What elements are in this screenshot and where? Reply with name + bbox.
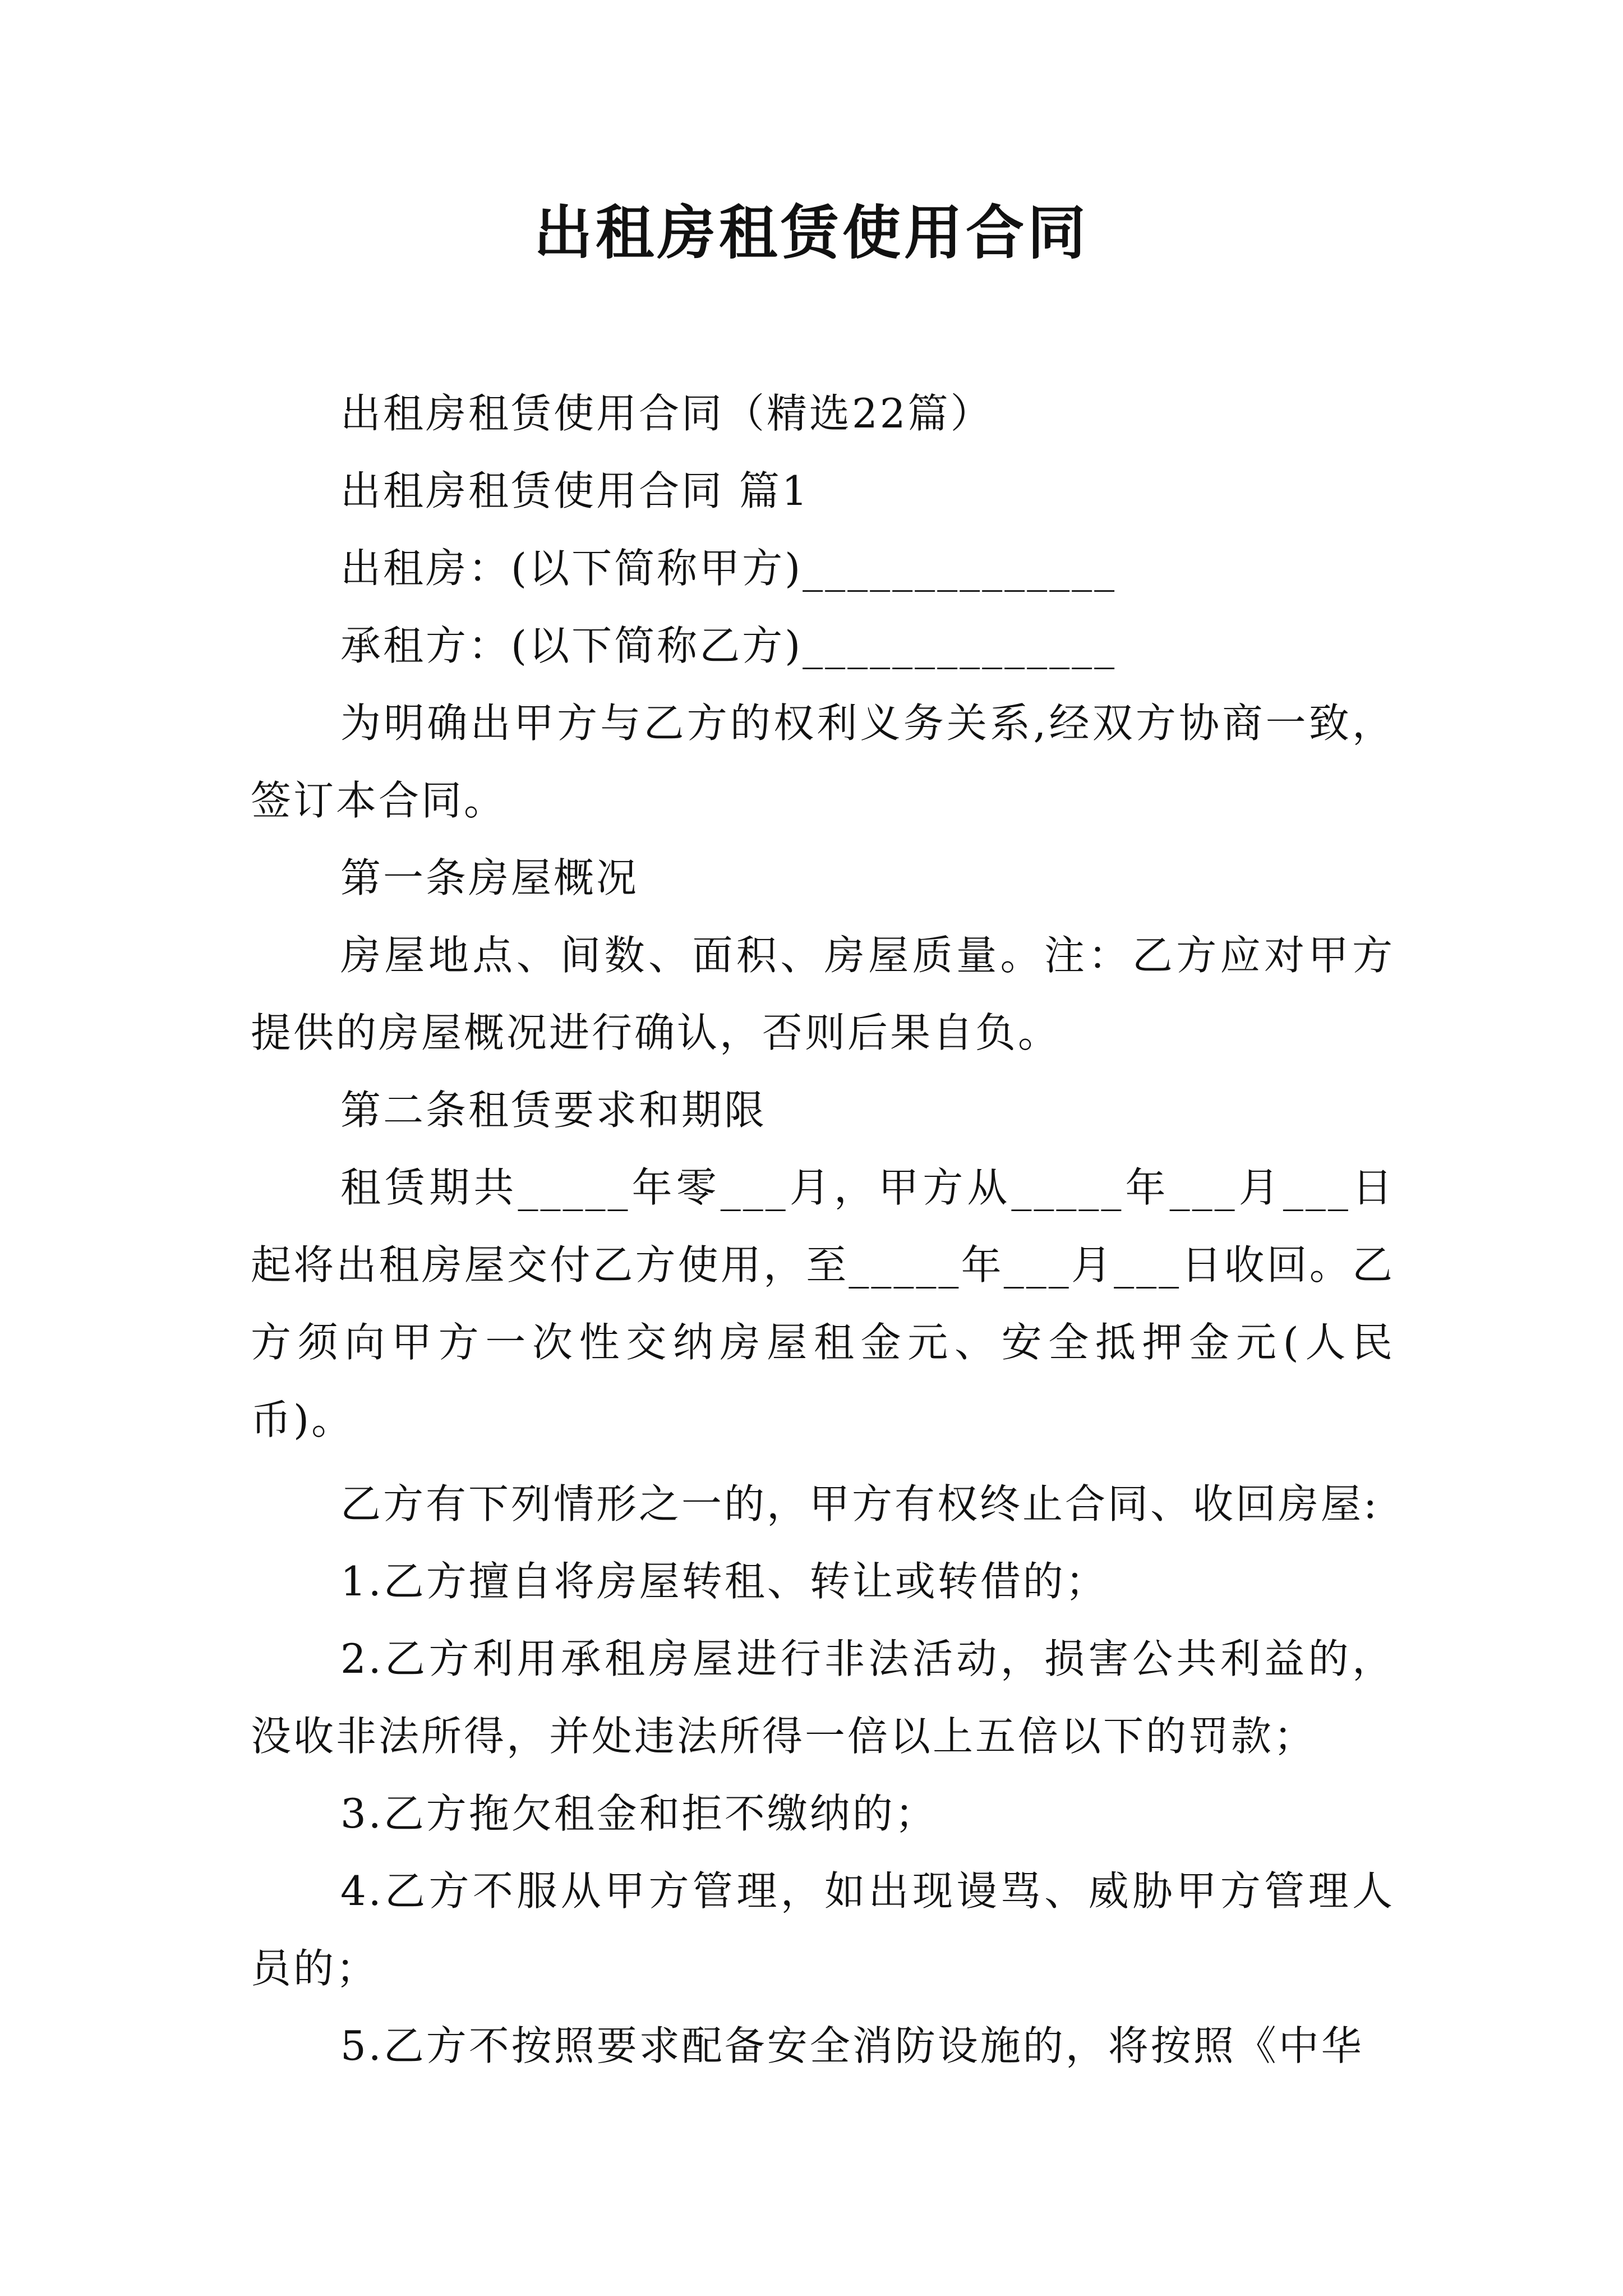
- paragraph-article-1-heading: 第一条房屋概况: [340, 854, 639, 901]
- paragraph-item-5: 5.乙方不按照要求配备安全消防设施的，将按照《中华: [340, 2022, 1364, 2069]
- paragraph-item-2: 2.乙方利用承租房屋进行非法活动，损害公共利益的，没收非法所得，并处违法所得一倍以上五倍以下的罚款；: [251, 1635, 1395, 1760]
- paragraph-lessee: 承租方：(以下简称乙方)______________: [340, 622, 1117, 669]
- document-body: [251, 375, 1395, 2085]
- paragraph-item-3: 3.乙方拖欠租金和拒不缴纳的；: [340, 1790, 938, 1837]
- paragraph-article-2-heading: 第二条租赁要求和期限: [340, 1087, 767, 1134]
- paragraph-lease-term: 租赁期共_____年零___月，甲方从_____年___月___日起将出租房屋交付乙方使用，至_____年___月___日收回。乙方须向甲方一次性交纳房屋租金元、安全抵押金元(人民币)。: [251, 1164, 1395, 1443]
- paragraph-purpose: 为明确出甲方与乙方的权利义务关系,经双方协商一致，签订本合同。: [251, 700, 1395, 824]
- paragraph-article-1-body: 房屋地点、间数、面积、房屋质量。注：乙方应对甲方提供的房屋概况进行确认，否则后果自负。: [251, 932, 1395, 1056]
- document-title: 出租房租赁使用合同: [533, 198, 1089, 267]
- paragraph-termination-intro: 乙方有下列情形之一的，甲方有权终止合同、收回房屋:: [340, 1480, 1380, 1527]
- paragraph-item-1: 1.乙方擅自将房屋转租、转让或转借的；: [340, 1558, 1108, 1605]
- paragraph-subtitle: 出租房租赁使用合同（精选22篇）: [340, 390, 993, 437]
- paragraph-chapter-heading: 出租房租赁使用合同 篇1: [340, 467, 810, 514]
- paragraph-item-4: 4.乙方不服从甲方管理，如出现谩骂、威胁甲方管理人员的；: [251, 1867, 1395, 1992]
- paragraph-lessor: 出租房：(以下简称甲方)______________: [340, 545, 1117, 592]
